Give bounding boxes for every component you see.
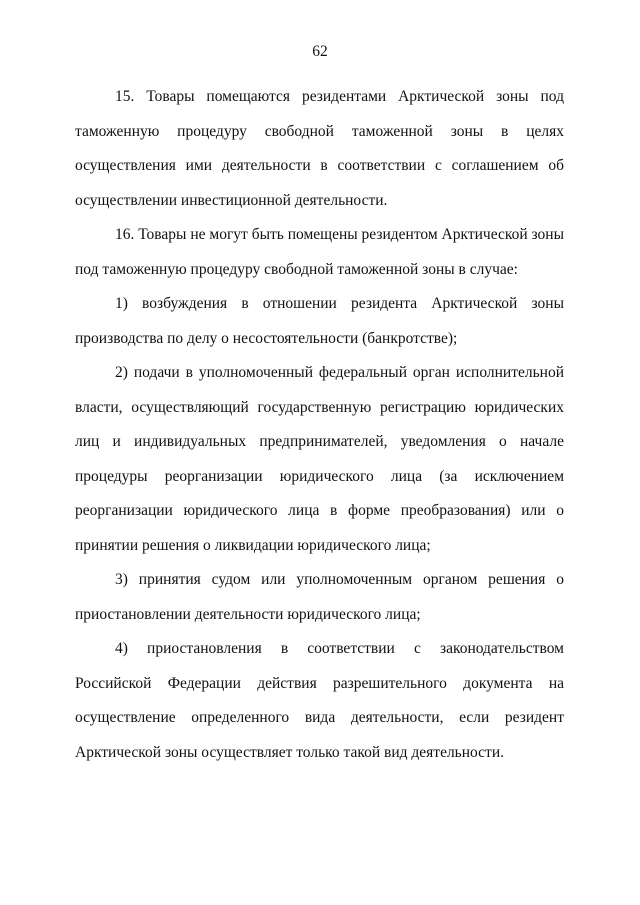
paragraph-15: 15. Товары помещаются резидентами Арктической зоны под таможенную процедуру свободной таможенной зоны в целях осуществления ими деятельности в соответствии с соглашением об осуществлении инвестиционной деятельности. xyxy=(75,88,564,209)
document-body xyxy=(75,80,564,770)
list-item-1: 1) возбуждения в отношении резидента Арктической зоны производства по делу о несостоятельности (банкротстве); xyxy=(75,295,564,347)
list-item-2: 2) подачи в уполномоченный федеральный орган исполнительной власти, осуществляющий государственную регистрацию юридических лиц и индивидуальных предпринимателей, уведомления о начале процедуры реорганизации юридического лица (за исключением реорганизации юридического лица в форме преобразования) или о принятии решения о ликвидации юридического лица; xyxy=(75,364,564,554)
paragraph-16: 16. Товары не могут быть помещены резидентом Арктической зоны под таможенную процедуру свободной таможенной зоны в случае: xyxy=(75,226,564,278)
list-item-3: 3) принятия судом или уполномоченным органом решения о приостановлении деятельности юридического лица; xyxy=(75,571,564,623)
list-item-4: 4) приостановления в соответствии с законодательством Российской Федерации действия разрешительного документа на осуществление определенного вида деятельности, если резидент Арктической зоны осуществляет только такой вид деятельности. xyxy=(75,640,564,761)
page-number: 62 xyxy=(312,43,328,60)
